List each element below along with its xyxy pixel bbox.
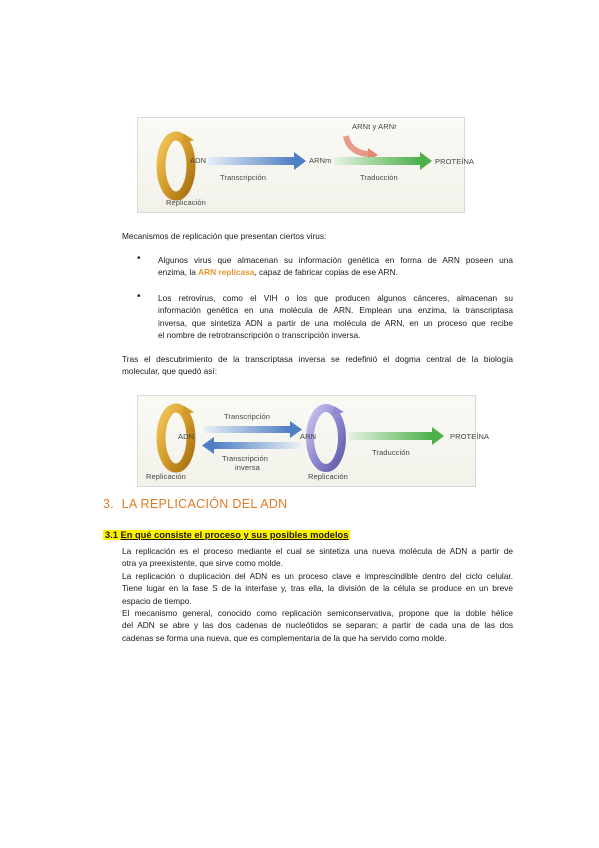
bullet-1-line-2-post: , capaz de fabricar copias de ese ARN. — [254, 267, 398, 278]
body-line-8: cadenas se forma una nueva, que es complementaria de la que ha servido como molde. — [122, 632, 447, 643]
fig1-arnm-label: ARNm — [309, 156, 332, 165]
bullet-dot-1: • — [137, 253, 141, 264]
reverse-transcription-arrow-body — [214, 442, 300, 449]
dogma-paragraph — [122, 353, 513, 378]
fig2-adn-label: ADN — [178, 432, 195, 441]
translation-arrow-head-2 — [432, 427, 444, 445]
translation-arrow-body — [334, 157, 420, 165]
body-line-5: espacio de tiempo. — [122, 595, 192, 606]
subsection-heading — [103, 530, 350, 540]
fig2-proteina-label: PROTEÍNA — [450, 432, 490, 441]
replication-body — [122, 545, 513, 644]
figure-central-dogma — [137, 117, 475, 213]
fig1-arnt-arnr-label: ARNt y ARNr — [352, 122, 397, 131]
bullet-2-line-3: inversa, que sintetiza ADN a partir de una molécula de ARN, en un proceso que recibe — [158, 317, 513, 328]
fig2-transcripcion-inversa-label-1: Transcripción — [222, 454, 269, 463]
bullet-1-line-2-pre: enzima, la — [158, 267, 199, 278]
section-title-text: LA REPLICACIÓN DEL ADN — [121, 497, 288, 511]
fig1-adn-label: ADN — [190, 156, 207, 165]
body-line-1: La replicación es el proceso mediante el cual se sintetiza una nueva molécula de ADN a partir de — [122, 546, 513, 556]
figure-redefined-dogma — [137, 395, 490, 487]
bullet-dot-2: • — [137, 291, 141, 302]
body-line-2: otra ya preexistente, que sirve como molde. — [122, 558, 283, 569]
bullet-2-text — [158, 292, 513, 342]
bullet-1-text — [158, 254, 513, 279]
bullet-1-line-1: Algunos virus que almacenan su información genética en forma de ARN poseen una — [158, 255, 513, 265]
bullet-1-line-2 — [158, 266, 513, 278]
body-line-7: del ADN se abre y las dos cadenas de nucleótidos se separan; a partir de cada una de las dos — [122, 620, 513, 631]
body-line-3: La replicación o duplicación del ADN es un proceso clave e imprescindible dentro del ciclo celular. — [122, 570, 513, 581]
fig1-traduccion-label: Traducción — [360, 173, 398, 182]
bullet-2-line-2: información genética en una molécula de ARN. Emplean una enzima, la transcriptasa — [158, 305, 513, 316]
fig1-transcripcion-label: Transcripción — [220, 173, 267, 182]
fig2-transcripcion-label: Transcripción — [224, 412, 271, 421]
body-line-4: Tiene lugar en la fase S de la interfase y, tras ella, la división de la célula se produce en un breve — [122, 583, 513, 594]
transcription-arrow-body-2 — [204, 426, 290, 433]
dna-ring-shape — [161, 136, 191, 196]
translation-arrow-head — [420, 152, 432, 170]
translation-arrow-body-2 — [348, 432, 432, 440]
dogma-line-1: Tras el descubrimiento de la transcriptasa inversa se redefinió el dogma central de la biología — [122, 354, 513, 364]
section-heading — [103, 497, 288, 511]
transcription-arrow-head — [294, 152, 306, 170]
body-line-6: El mecanismo general, conocido como replicación semiconservativa, propone que la doble hélice — [122, 608, 513, 619]
reverse-transcription-arrow-head — [202, 437, 214, 454]
rna-curved-arrow — [346, 136, 370, 154]
fig1-proteina-label: PROTEÍNA — [435, 157, 475, 166]
fig2-transcripcion-inversa-label-2: inversa — [235, 463, 260, 472]
subsection-title-text: En qué consiste el proceso y sus posibles modelos — [120, 530, 349, 540]
fig1-replicacion-label: Replicación — [166, 198, 206, 207]
arn-replicasa-highlight: ARN replicasa — [198, 267, 255, 278]
figure-redefined-dogma-graphic — [138, 396, 475, 486]
bullet-2-line-4: el nombre de retrotranscripción o transcripción inversa. — [158, 330, 361, 341]
intro-text: Mecanismos de replicación que presentan ciertos virus: — [122, 231, 327, 241]
bullet-2-line-1: Los retrovirus, como el VIH o los que producen algunos cánceres, almacenan su — [158, 293, 513, 303]
subsection-number: 3.1 — [105, 530, 118, 540]
fig2-replicacion-right-label: Replicación — [308, 472, 348, 481]
fig2-traduccion-label: Traducción — [372, 448, 410, 457]
dogma-line-2: molecular, que quedó así: — [122, 366, 218, 377]
transcription-arrow-body — [208, 157, 294, 165]
fig2-arn-label: ARN — [300, 432, 317, 441]
fig2-replicacion-left-label: Replicación — [146, 472, 186, 481]
section-number: 3. — [103, 497, 115, 511]
